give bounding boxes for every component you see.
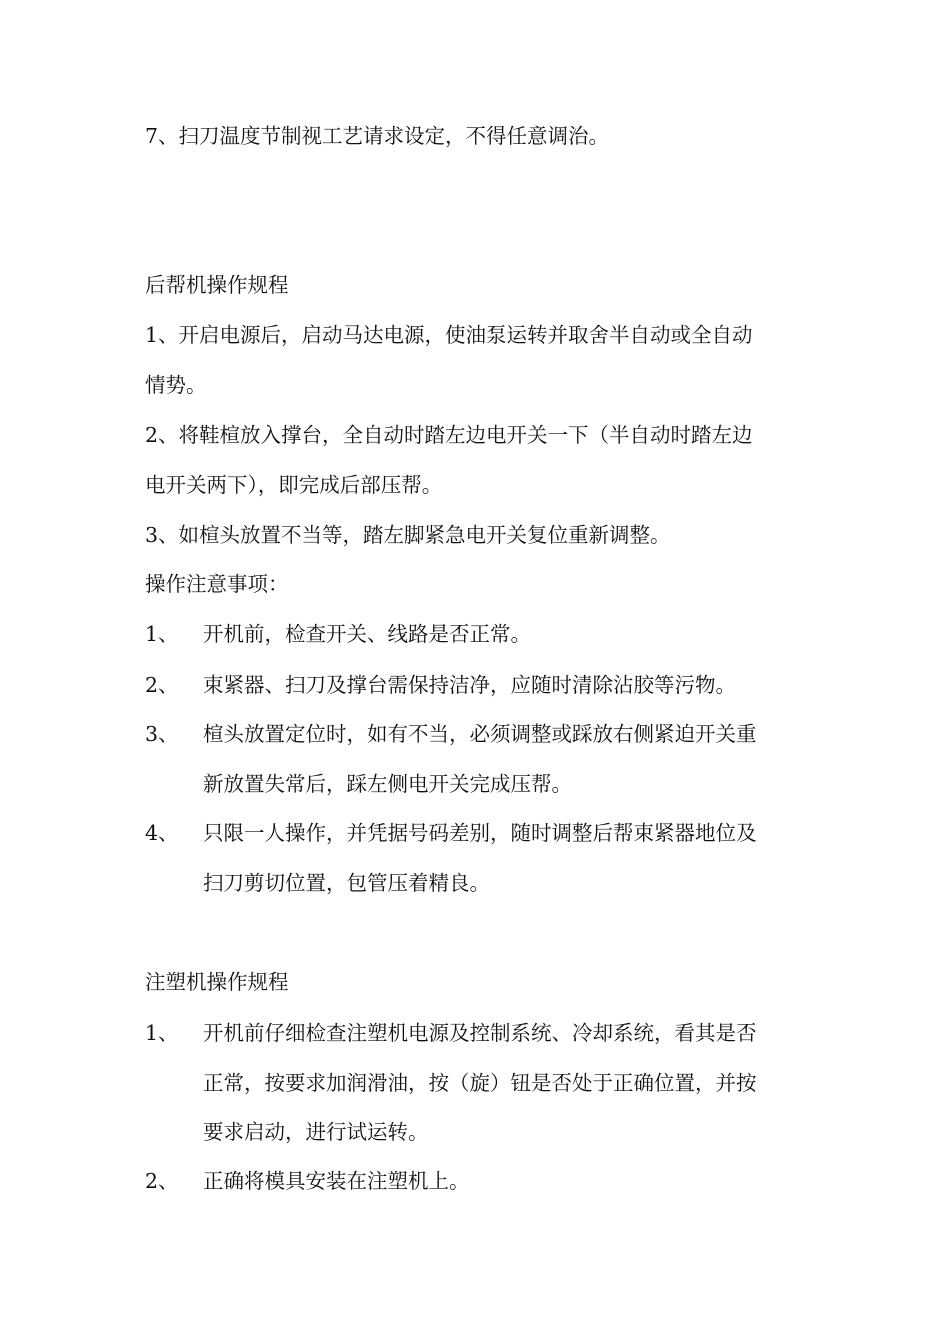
note-4-line-1: 只限一人操作，并凭据号码差别，随时调整后帮束紧器地位及 [203, 821, 757, 845]
note-3-line-2: 新放置失常后，踩左侧电开关完成压帮。 [203, 772, 572, 796]
injection-item-1-line-3: 要求启动，进行试运转。 [203, 1120, 429, 1144]
heel-step-3-line-1: 3、如楦头放置不当等，踏左脚紧急电开关复位重新调整。 [145, 523, 671, 547]
note-4-number: 4、 [145, 821, 179, 845]
notes-title: 操作注意事项： [145, 572, 289, 596]
note-1-number: 1、 [145, 622, 179, 646]
injection-item-2-number: 2、 [145, 1169, 179, 1193]
injection-item-1-line-1: 开机前仔细检查注塑机电源及控制系统、冷却系统，看其是否 [203, 1021, 757, 1045]
note-2-number: 2、 [145, 673, 179, 697]
heel-step-2-line-2: 电开关两下），即完成后部压帮。 [145, 473, 443, 497]
note-4-line-2: 扫刀剪切位置，包管压着精良。 [203, 871, 490, 895]
item-7-text: 7、扫刀温度节制视工艺请求设定，不得任意调治。 [145, 124, 610, 148]
section-title-injection-machine: 注塑机操作规程 [145, 970, 289, 994]
note-2-line-1: 束紧器、扫刀及撑台需保持洁净，应随时清除沾胶等污物。 [203, 673, 736, 697]
note-3-number: 3、 [145, 722, 179, 746]
injection-item-1-line-2: 正常，按要求加润滑油，按（旋）钮是否处于正确位置，并按 [203, 1071, 757, 1095]
injection-item-2-line-1: 正确将模具安装在注塑机上。 [203, 1169, 470, 1193]
heel-step-2-line-1: 2、将鞋楦放入撑台，全自动时踏左边电开关一下（半自动时踏左边 [145, 423, 753, 447]
note-1-line-1: 开机前，检查开关、线路是否正常。 [203, 622, 531, 646]
injection-item-1-number: 1、 [145, 1021, 179, 1045]
note-3-line-1: 楦头放置定位时，如有不当，必须调整或踩放右侧紧迫开关重 [203, 722, 757, 746]
section-title-heel-machine: 后帮机操作规程 [145, 273, 289, 297]
heel-step-1-line-1: 1、开启电源后，启动马达电源，使油泵运转并取舍半自动或全自动 [145, 323, 753, 347]
heel-step-1-line-2: 情势。 [145, 373, 207, 397]
